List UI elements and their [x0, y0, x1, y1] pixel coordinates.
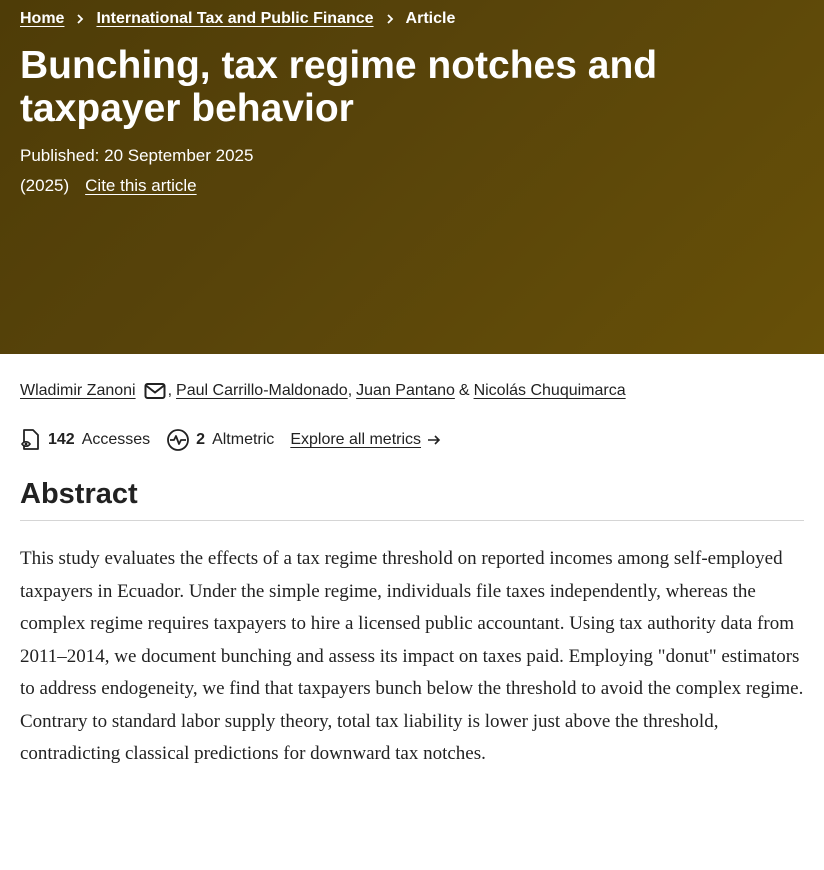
mail-icon[interactable] [144, 382, 166, 400]
cite-this-article-link[interactable]: Cite this article [85, 176, 197, 195]
article-hero [0, 0, 824, 354]
breadcrumb-home-link[interactable]: Home [20, 10, 65, 27]
altmetric-metric [166, 428, 274, 452]
breadcrumb [20, 0, 804, 30]
altmetric-label: Altmetric [212, 431, 275, 448]
author-link[interactable]: Wladimir Zanoni [20, 382, 136, 399]
author-link[interactable]: Paul Carrillo-Maldonado [176, 382, 348, 399]
abstract-heading: Abstract [20, 478, 804, 521]
breadcrumb-current: Article [405, 10, 456, 27]
article-metrics [0, 400, 824, 452]
altmetric-icon [166, 428, 190, 452]
arrow-right-icon [427, 434, 441, 446]
article-year: (2025) [20, 176, 70, 195]
accesses-label: Accesses [81, 431, 151, 448]
abstract-text: This study evaluates the effects of a tax regime threshold on reported incomes among self-employed taxpayers in Ecuador. Under the simple regime, individuals file taxes independently, whereas the complex regime requires taxpayers to hire a licensed public accountant. Using tax authority data from 2011–2014, we document bunching and assess its impact on taxes paid. Employing "donut" estimators to address endogeneity, we find that taxpayers bunch below the threshold to avoid the complex regime. Contrary to standard labor supply theory, total tax liability is lower just above the threshold, contradicting classical predictions for downward tax notches. [20, 548, 804, 764]
article-title: Bunching, tax regime notches and taxpayer behavior [20, 44, 658, 130]
author-separator: & [458, 382, 470, 399]
abstract-section [0, 452, 824, 771]
chevron-right-icon [384, 13, 396, 25]
accesses-metric [20, 428, 150, 452]
published-date: Published: 20 September 2025 [20, 146, 254, 165]
author-list [0, 354, 824, 400]
accesses-icon [20, 428, 42, 452]
breadcrumb-journal-link[interactable]: International Tax and Public Finance [96, 10, 374, 27]
author-separator: , [167, 382, 173, 399]
explore-metrics-link[interactable] [290, 431, 441, 449]
author-link[interactable]: Nicolás Chuquimarca [473, 382, 626, 399]
author-separator: , [347, 382, 353, 399]
citation-line [20, 176, 804, 196]
altmetric-count: 2 [196, 431, 206, 448]
author-link[interactable]: Juan Pantano [356, 382, 455, 399]
chevron-right-icon [74, 13, 86, 25]
explore-metrics-label: Explore all metrics [290, 431, 422, 448]
accesses-count: 142 [48, 431, 75, 448]
